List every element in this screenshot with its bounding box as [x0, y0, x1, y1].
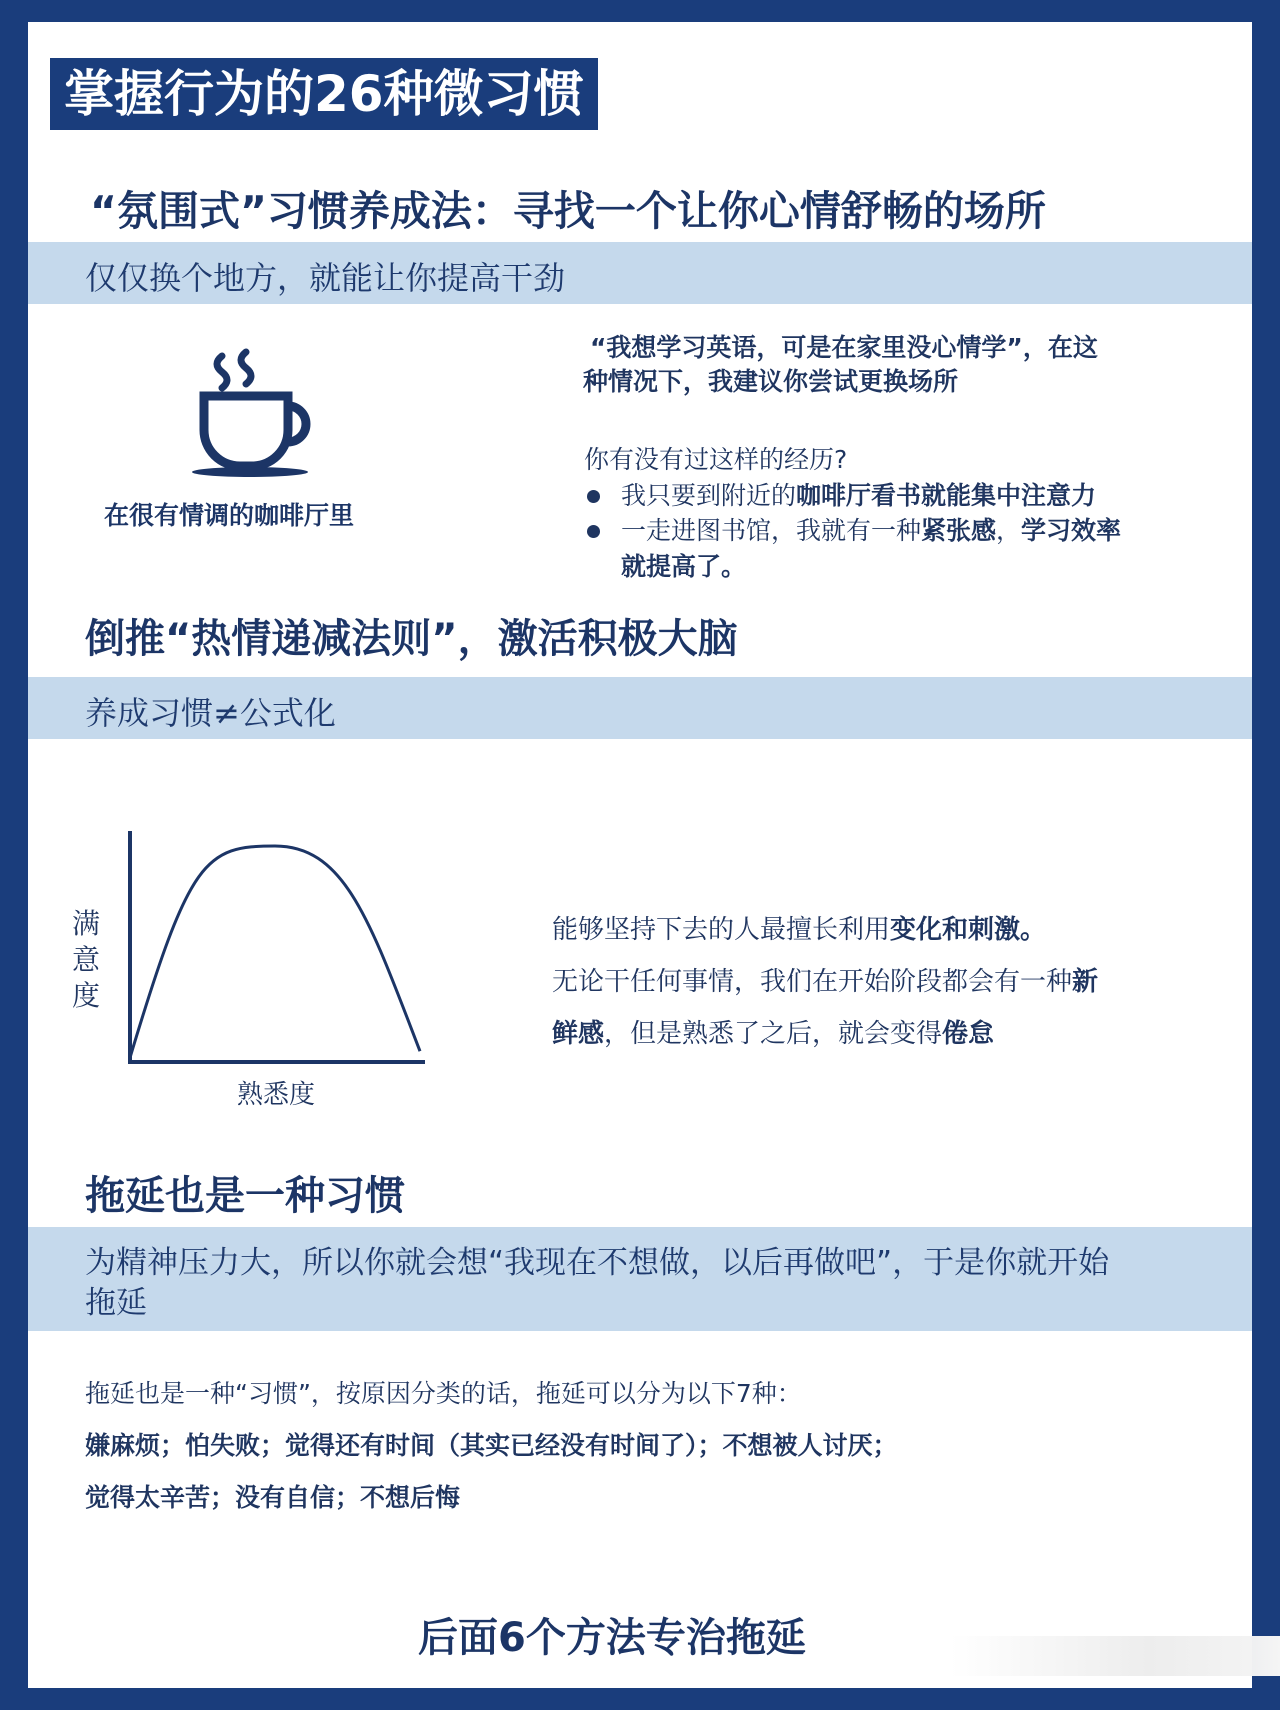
coffee-cup-icon — [190, 338, 330, 478]
section3-band-line-2: 拖延 — [85, 1285, 147, 1321]
watermark-fade — [950, 1636, 1280, 1676]
section3-heading: 拖延也是一种习惯 — [85, 1173, 405, 1219]
bullet-2 — [621, 513, 1121, 549]
section1-band-text: 仅仅换个地方，就能让你提高干劲 — [85, 259, 566, 297]
section3-band-line-1: 为精神压力大，所以你就会想“我现在不想做，以后再做吧”，于是你就开始 — [85, 1245, 1110, 1281]
section3-band — [28, 1227, 1252, 1331]
icon-label: 在很有情调的咖啡厅里 — [104, 501, 355, 530]
para-line-1 — [552, 912, 1046, 948]
section2-band — [28, 677, 1252, 739]
bullet-2-bold: 紧张感 — [921, 516, 997, 545]
para-line-3 — [552, 1016, 994, 1052]
bullet-1 — [621, 478, 1096, 514]
section1-heading: “氛围式”习惯养成法：寻找一个让你心情舒畅的场所 — [90, 187, 1046, 235]
procrastination-intro: 拖延也是一种“习惯”，按原因分类的话，拖延可以分为以下7种： — [85, 1379, 802, 1408]
para-line-1-bold: 变化和刺激。 — [890, 915, 1047, 945]
para-line-2 — [552, 964, 1098, 1000]
satisfaction-chart — [120, 826, 430, 1071]
para-line-1-text: 能够坚持下去的人最擅长利用 — [552, 915, 891, 945]
main-title: 掌握行为的26种微习惯 — [50, 58, 598, 130]
chart-curve — [130, 846, 420, 1058]
procrastination-list-1: 嫌麻烦；怕失败；觉得还有时间（其实已经没有时间了）；不想被人讨厌； — [85, 1431, 898, 1460]
chart-x-label: 熟悉度 — [237, 1080, 316, 1110]
bullet-2-text: 一走进图书馆，我就有一种 — [621, 516, 922, 545]
para-line-2-bold: 新 — [1072, 967, 1099, 997]
bullet-dot — [587, 525, 600, 538]
section2-heading: 倒推“热情递减法则”，激活积极大脑 — [85, 616, 738, 662]
bullet-2-comma: ， — [996, 516, 1022, 545]
quote-line-1: “我想学习英语，可是在家里没心情学”，在这 — [590, 333, 1098, 362]
para-line-3-text: ，但是熟悉了之后，就会变得 — [604, 1019, 943, 1049]
chart-y-label: 满意度 — [72, 907, 101, 1012]
bullet-2-cont: 就提高了。 — [621, 552, 747, 581]
para-line-2-text: 无论干任何事情，我们在开始阶段都会有一种 — [552, 967, 1073, 997]
quote-line-2: 种情况下，我建议你尝试更换场所 — [583, 367, 959, 396]
bullet-2-bold-2: 学习效率 — [1021, 516, 1122, 545]
para-line-3-bold-2: 倦怠 — [942, 1019, 995, 1049]
section1-band — [28, 242, 1252, 304]
bullet-1-bold: 咖啡厅看书就能集中注意力 — [796, 481, 1097, 510]
section2-band-text: 养成习惯≠公式化 — [85, 694, 336, 732]
bullet-1-text: 我只要到附近的 — [621, 481, 797, 510]
question-text: 你有没有过这样的经历? — [584, 445, 848, 474]
footer-text: 后面6个方法专治拖延 — [418, 1615, 806, 1661]
para-line-3-bold: 鲜感 — [552, 1019, 605, 1049]
procrastination-list-2: 觉得太辛苦；没有自信；不想后悔 — [85, 1483, 461, 1512]
bullet-dot — [587, 490, 600, 503]
